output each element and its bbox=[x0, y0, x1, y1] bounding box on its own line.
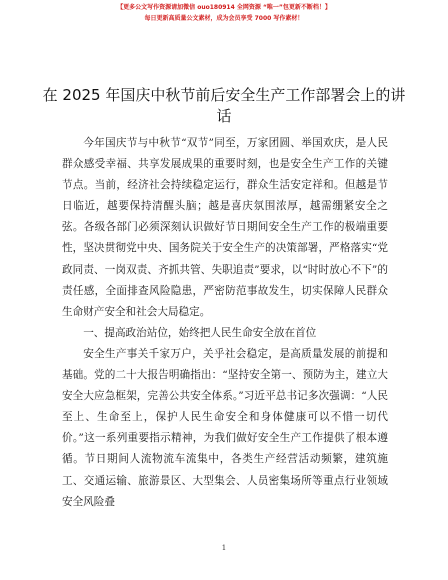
section-heading-1: 一、提高政治站位，始终把人民生命安全放在首位 bbox=[83, 326, 317, 339]
header-promo-line-1: 【更多公文写作资源请加微信 ouo180914 全网资源 “唯一”包更新不断档！】 bbox=[117, 4, 331, 11]
document-title: 在 2025 年国庆中秋节前后安全生产工作部署会上的讲话 bbox=[42, 86, 406, 125]
document-body bbox=[62, 133, 388, 513]
header-promo-line-2: 每日更新高质量公文素材，成为会员享受 7000 写作素材！ bbox=[144, 15, 304, 22]
page-number: 1 bbox=[221, 544, 227, 552]
paragraph-intro: 今年国庆节与中秋节“双节”同至，万家团圆、举国欢庆，是人民群众感受幸福、共享发展成果的重要时刻，也是安全生产工作的关键节点。当前，经济社会持续稳定运行，群众生活安定祥和。但越是节日临近，越要保持清醒头脑；越是喜庆氛围浓厚，越需绷紧安全之弦。各级各部门必须深刻认识做好节日期间安全生产工作的极端重要性，坚决贯彻党中央、国务院关于安全生产的决策部署，严格落实“党政同责、一岗双责、齐抓共管、失职追责”要求，以“时时放心不下”的责任感，全面排查风险隐患，严密防范事故发生，切实保障人民群众生命财产安全和社会大局稳定。 bbox=[62, 137, 388, 318]
paragraph-section-1: 安全生产事关千家万户，关乎社会稳定，是高质量发展的前提和基础。党的二十大报告明确指出：“坚持安全第一、预防为主，建立大安全大应急框架，完善公共安全体系。”习近平总书记多次强调：“人民至上、生命至上，保护人民生命安全和身体健康可以不惜一切代价。”这一系列重要指示精神，为我们做好安全生产工作提供了根本遵循。节日期间人流物流车流集中，各类生产经营活动频繁，建筑施工、交通运输、旅游景区、大型集会、人员密集场所等重点行业领域安全风险叠 bbox=[62, 347, 388, 508]
